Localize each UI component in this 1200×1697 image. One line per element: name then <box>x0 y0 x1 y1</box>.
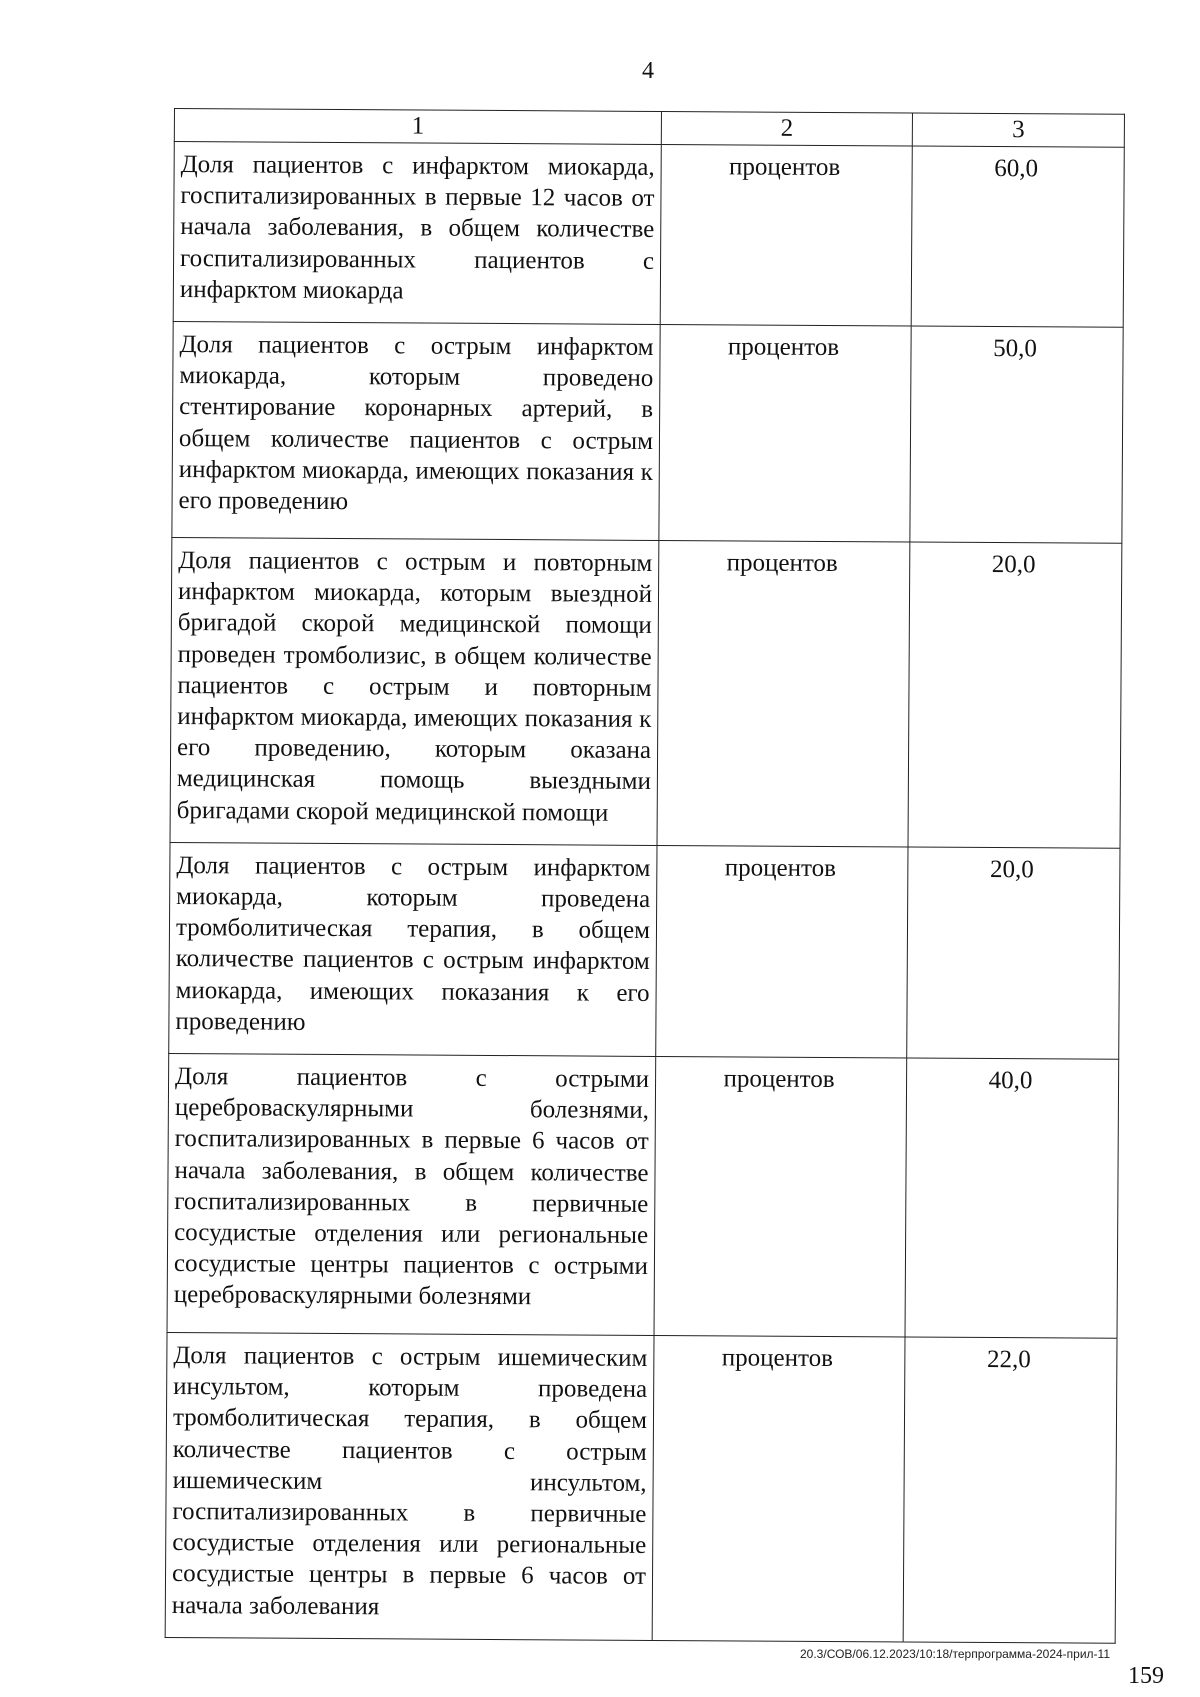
table-row <box>167 1054 1119 1339</box>
table-row <box>170 538 1122 849</box>
table-row <box>169 842 1120 1059</box>
table-row <box>172 322 1123 544</box>
table-row <box>173 142 1124 328</box>
indicator-unit: процентов <box>652 1336 905 1642</box>
indicator-description: Доля пациентов с острым ишемическим инсультом, которым проведена тромболитическая терапия, в общем количестве пациентов с острым ишемическим инсультом, госпитализированных в первичные сосудистые отделения или региональные сосудистые центры в первые 6 часов от начала заболевания <box>165 1333 654 1641</box>
indicator-unit: процентов <box>656 845 908 1058</box>
indicator-description: Доля пациентов с инфарктом миокарда, госпитализированных в первые 12 часов от начала заболевания, в общем количестве госпитализированных пациентов с инфарктом миокарда <box>173 142 661 325</box>
indicator-table-wrapper <box>165 108 1124 1644</box>
indicator-unit: процентов <box>654 1057 907 1338</box>
indicator-description: Доля пациентов с острым и повторным инфарктом миокарда, которым выездной бригадой скорой медицинской помощи проведен тромболизис, в общем количестве пациентов с острым и повторным инфарктом миокарда, имеющих показания к его проведению, которым оказана медицинская помощь выездными бригадами скорой медицинской помощи <box>170 538 659 846</box>
indicator-unit: процентов <box>657 540 910 846</box>
indicator-unit: процентов <box>660 144 912 326</box>
page-number: 4 <box>642 58 654 84</box>
indicator-description: Доля пациентов с острым инфарктом миокарда, которым проведено стентирование коронарных артерий, в общем количестве пациентов с острым инфарктом миокарда, имеющих показания к его проведению <box>172 322 660 541</box>
indicator-table <box>165 108 1125 1644</box>
indicator-value: 22,0 <box>903 1337 1117 1643</box>
indicator-value: 60,0 <box>911 146 1124 327</box>
column-header-1: 1 <box>174 109 661 145</box>
indicator-description: Доля пациентов с острыми цереброваскулярными болезнями, госпитализированных в первые 6 часов от начала заболевания, в общем количестве госпитализированных в первичные сосудистые отделения или региональные сосудистые центры пациентов с острыми цереброваскулярными болезнями <box>167 1054 656 1336</box>
column-header-3: 3 <box>912 113 1124 147</box>
indicator-value: 50,0 <box>910 326 1123 543</box>
indicator-description: Доля пациентов с острым инфарктом миокарда, которым проведена тромболитическая терапия, в общем количестве пациентов с острым инфарктом миокарда, имеющих показания к его проведению <box>169 842 657 1056</box>
indicator-value: 40,0 <box>905 1058 1119 1338</box>
document-code: 20.3/СОВ/06.12.2023/10:18/терпрограмма-2024-прил-11 <box>800 1647 1110 1661</box>
indicator-value: 20,0 <box>908 542 1122 848</box>
column-header-2: 2 <box>661 111 912 146</box>
indicator-unit: процентов <box>659 324 911 542</box>
sheet-number: 159 <box>1128 1663 1164 1689</box>
indicator-value: 20,0 <box>907 847 1120 1060</box>
table-row <box>165 1333 1117 1644</box>
